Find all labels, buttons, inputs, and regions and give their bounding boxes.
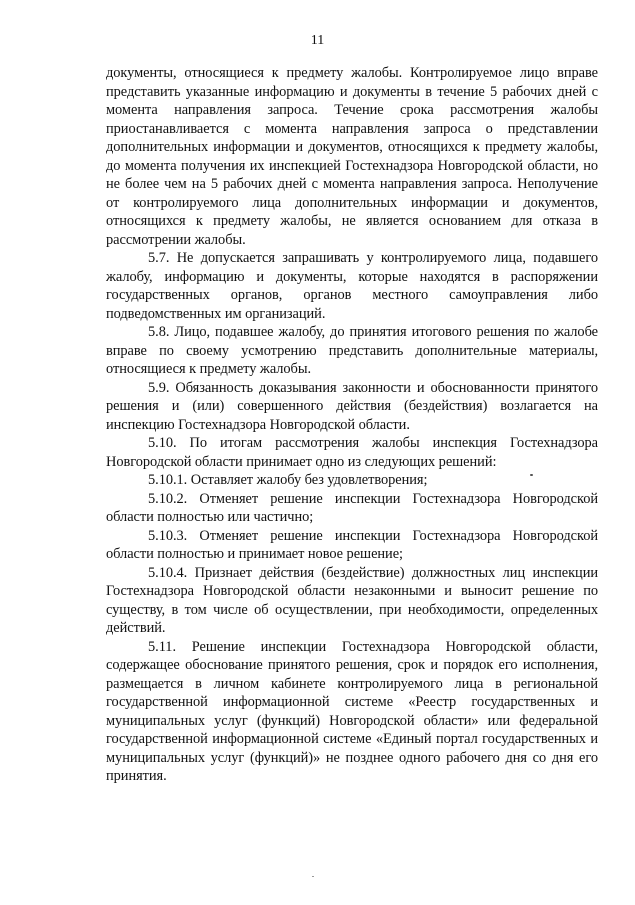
document-body xyxy=(106,64,598,786)
paragraph-5-10-4: 5.10.4. Признает действия (бездействие) должностных лиц инспекции Гостехнадзора Новгородской области незаконными и выносит решение по существу, в том числе об осуществлении, при необходимости, определенных действий. xyxy=(106,564,598,636)
paragraph-5-10: 5.10. По итогам рассмотрения жалобы инспекция Гостехнадзора Новгородской области принимает одно из следующих решений: xyxy=(106,435,598,470)
paragraph-5-10-3: 5.10.3. Отменяет решение инспекции Гостехнадзора Новгородской области полностью и принимает новое решение; xyxy=(106,527,598,562)
paragraph-continuation: документы, относящиеся к предмету жалобы. Контролируемое лицо вправе представить указанные информацию и документы в течение 5 рабочих дней с момента направления запроса. Течение срока рассмотрения жалобы приостанавливается с момента направления запроса о представлении дополнительных информации и документов, относящихся к предмету жалобы, до момента получения их инспекцией Гостехнадзора Новгородской области, но не более чем на 5 рабочих дней с момента направления запроса. Неполучение от контролируемого лица дополнительных информации и документов, относящихся к предмету жалобы, не является основанием для отказа в рассмотрении жалобы. xyxy=(106,65,598,248)
paragraph-5-10-1: 5.10.1. Оставляет жалобу без удовлетворения; xyxy=(148,472,428,488)
paragraph-5-10-2: 5.10.2. Отменяет решение инспекции Гостехнадзора Новгородской области полностью или частично; xyxy=(106,490,598,525)
paragraph-5-9: 5.9. Обязанность доказывания законности и обоснованности принятого решения и (или) совершенного действия (бездействия) возлагается на инспекцию Гостехнадзора Новгородской области. xyxy=(106,379,598,433)
paragraph-5-8: 5.8. Лицо, подавшее жалобу, до принятия итогового решения по жалобе вправе по своему усмотрению представить дополнительные материалы, относящиеся к предмету жалобы. xyxy=(106,324,598,377)
scan-speck xyxy=(312,876,314,877)
paragraph-5-7: 5.7. Не допускается запрашивать у контролируемого лица, подавшего жалобу, информацию и документы, которые находятся в распоряжении государственных органов, органов местного самоуправления либо подведомственных им организаций. xyxy=(106,250,598,322)
scan-speck xyxy=(530,474,533,476)
paragraph-5-11: 5.11. Решение инспекции Гостехнадзора Новгородской области, содержащее обоснование принятого решения, срок и порядок его исполнения, размещается в личном кабинете контролируемого лица в региональной государственной информационной системе «Реестр государственных и муниципальных услуг (функций) Новгородской области» или федеральной государственной информационной системе «Единый портал государственных и муниципальных услуг (функций)» не позднее одного рабочего дня со дня его принятия. xyxy=(106,638,598,784)
page-number: 11 xyxy=(310,33,325,48)
